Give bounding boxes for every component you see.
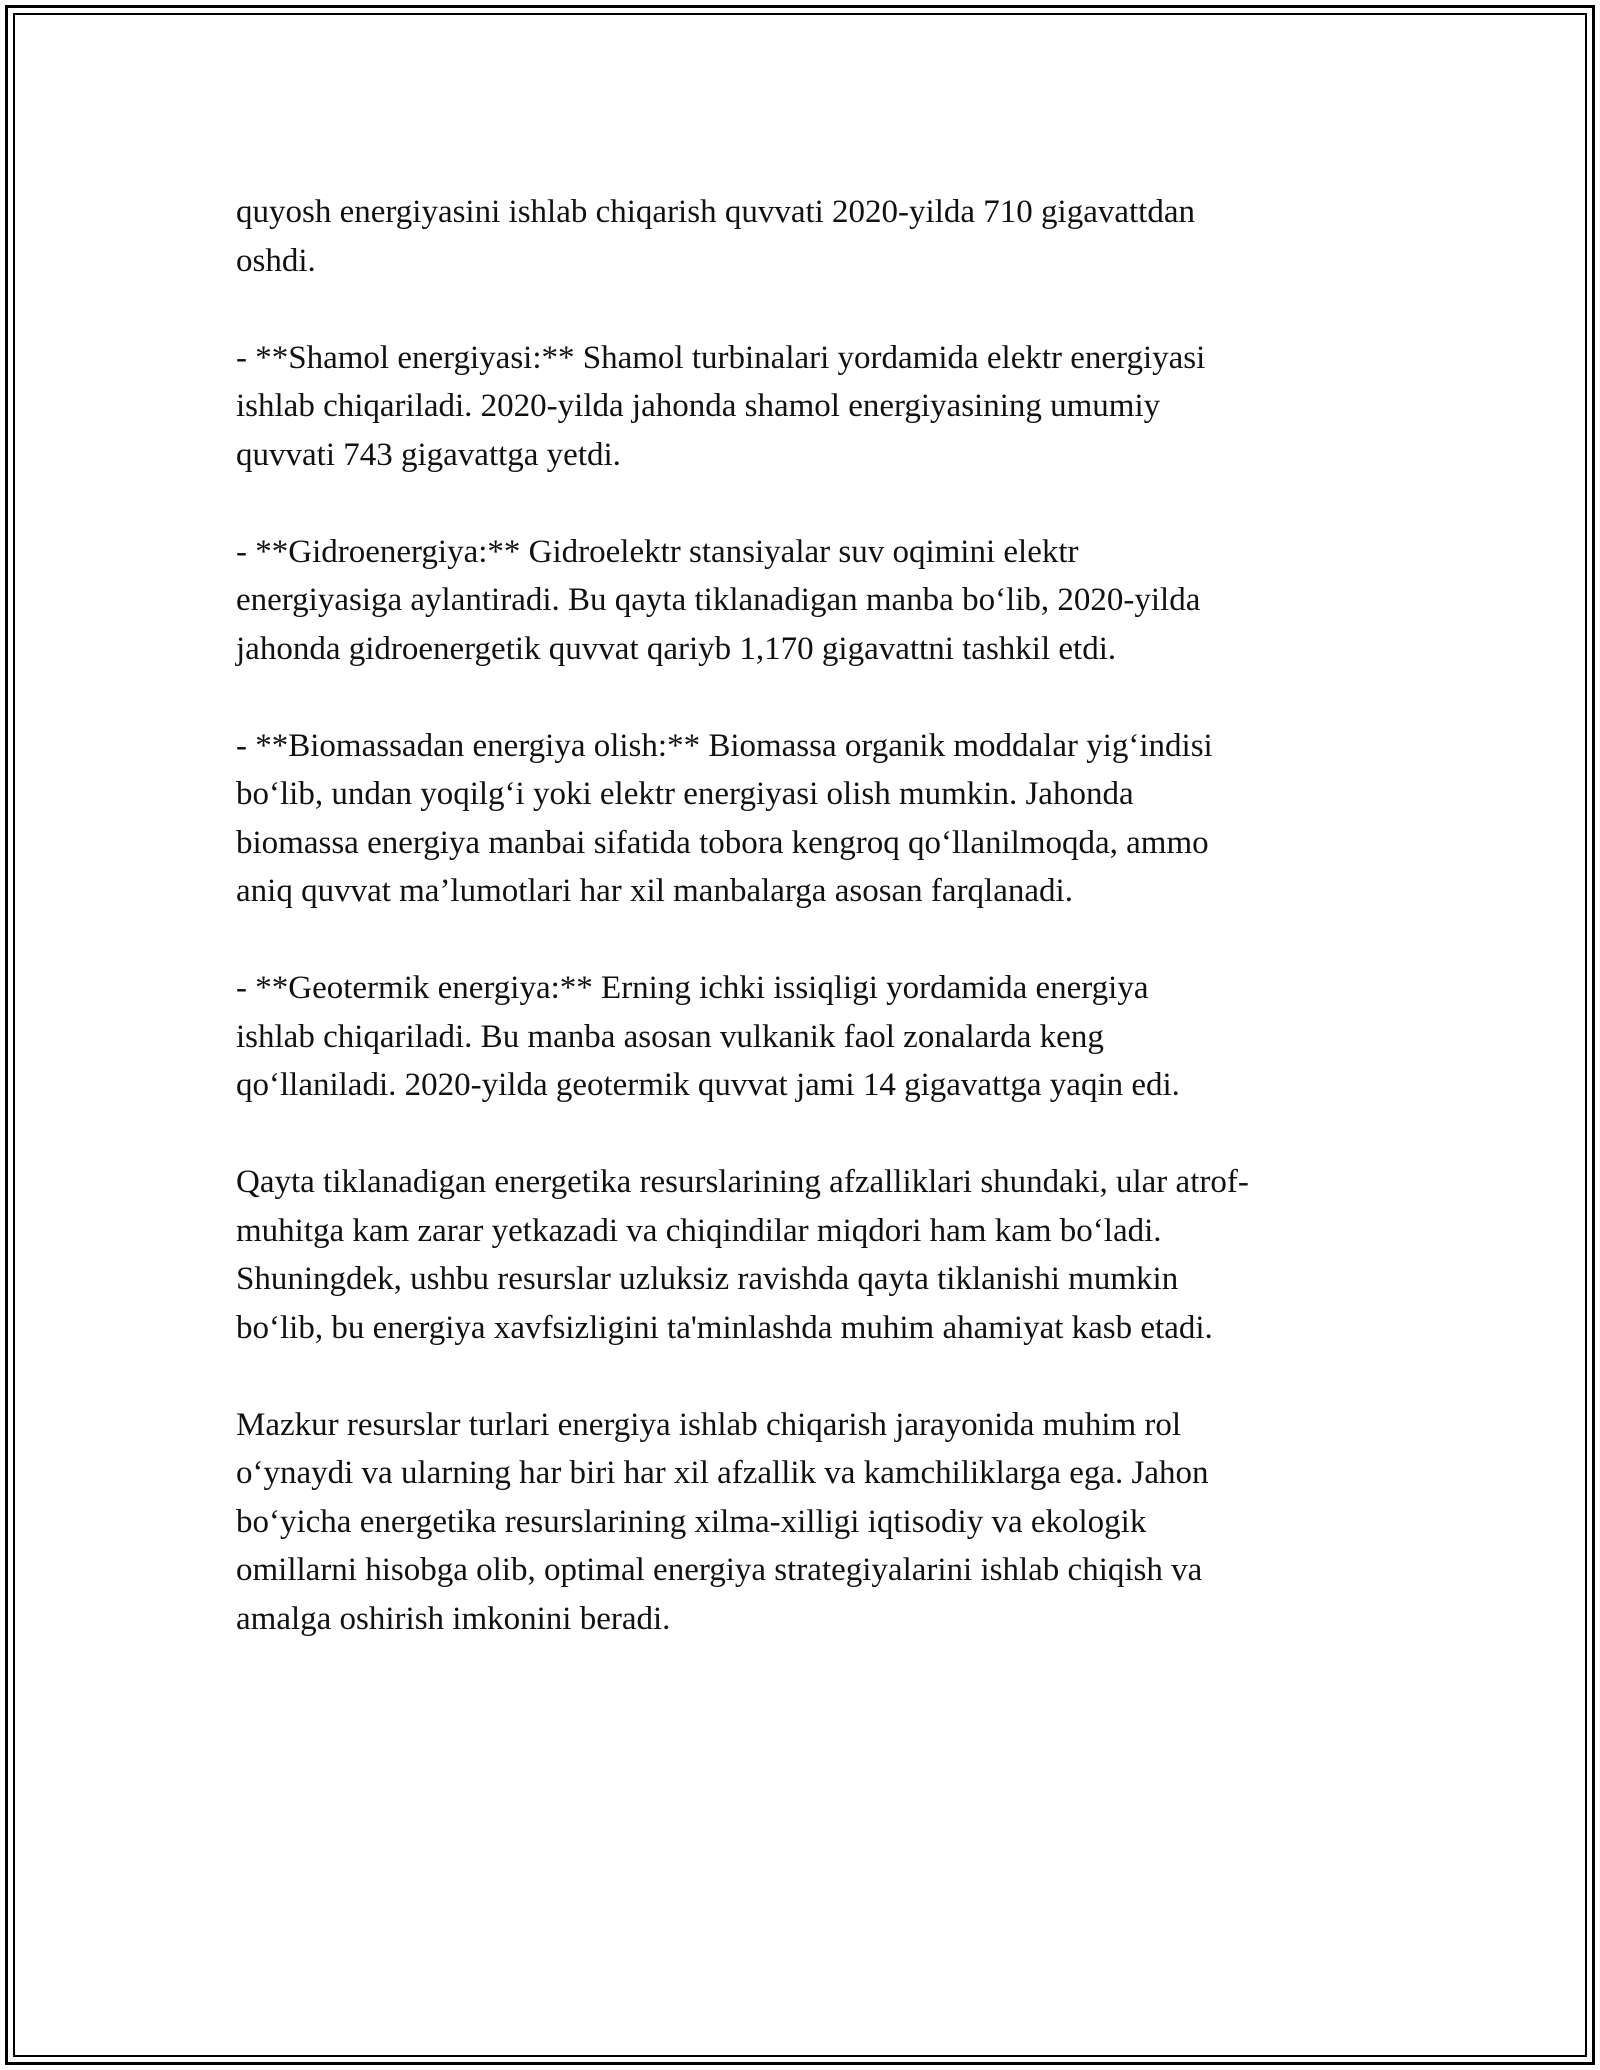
paragraph-hydro-energy: - **Gidroenergiya:** Gidroelektr stansiyalar suv oqimini elektr energiyasiga aylantiradi. Bu qayta tiklanadigan manba bo‘lib, 2020-yilda jahonda gidroenergetik quvvat qariyb 1,170 gigavattni tashkil etdi.	[236, 533, 1201, 667]
document-body	[236, 188, 1366, 1643]
paragraph-conclusion: Mazkur resurslar turlari energiya ishlab chiqarish jarayonida muhim rol o‘ynaydi va ularning har biri har xil afzallik va kamchiliklarga ega. Jahon bo‘yicha energetika resurslarining xilma-xilligi iqtisodiy va ekologik omillarni hisobga olib, optimal energiya strategiyalarini ishlab chiqish va amalga oshirish imkonini beradi.	[236, 1406, 1209, 1637]
paragraph-wind-energy: - **Shamol energiyasi:** Shamol turbinalari yordamida elektr energiyasi ishlab chiqariladi. 2020-yilda jahonda shamol energiyasining umumiy quvvati 743 gigavattga yetdi.	[236, 339, 1206, 473]
paragraph-biomass-energy: - **Biomassadan energiya olish:** Biomassa organik moddalar yig‘indisi bo‘lib, undan yoqilg‘i yoki elektr energiyasi olish mumkin. Jahonda biomassa energiya manbai sifatida tobora kengroq qo‘llanilmoqda, ammo aniq quvvat ma’lumotlari har xil manbalarga asosan farqlanadi.	[236, 727, 1213, 909]
paragraph-geothermal-energy: - **Geotermik energiya:** Erning ichki issiqligi yordamida energiya ishlab chiqariladi. Bu manba asosan vulkanik faol zonalarda keng qo‘llaniladi. 2020-yilda geotermik quvvat jami 14 gigavattga yaqin edi.	[236, 970, 1180, 1103]
paragraph-solar-continuation: quyosh energiyasini ishlab chiqarish quvvati 2020-yilda 710 gigavattdan oshdi.	[236, 194, 1195, 279]
paragraph-advantages: Qayta tiklanadigan energetika resurslarining afzalliklari shundaki, ular atrof- muhitga kam zarar yetkazadi va chiqindilar miqdori ham kam bo‘ladi. Shuningdek, ushbu resurslar uzluksiz ravishda qayta tiklanishi mumkin bo‘lib, bu energiya xavfsizligini ta'minlashda muhim ahamiyat kasb etadi.	[236, 1164, 1249, 1346]
